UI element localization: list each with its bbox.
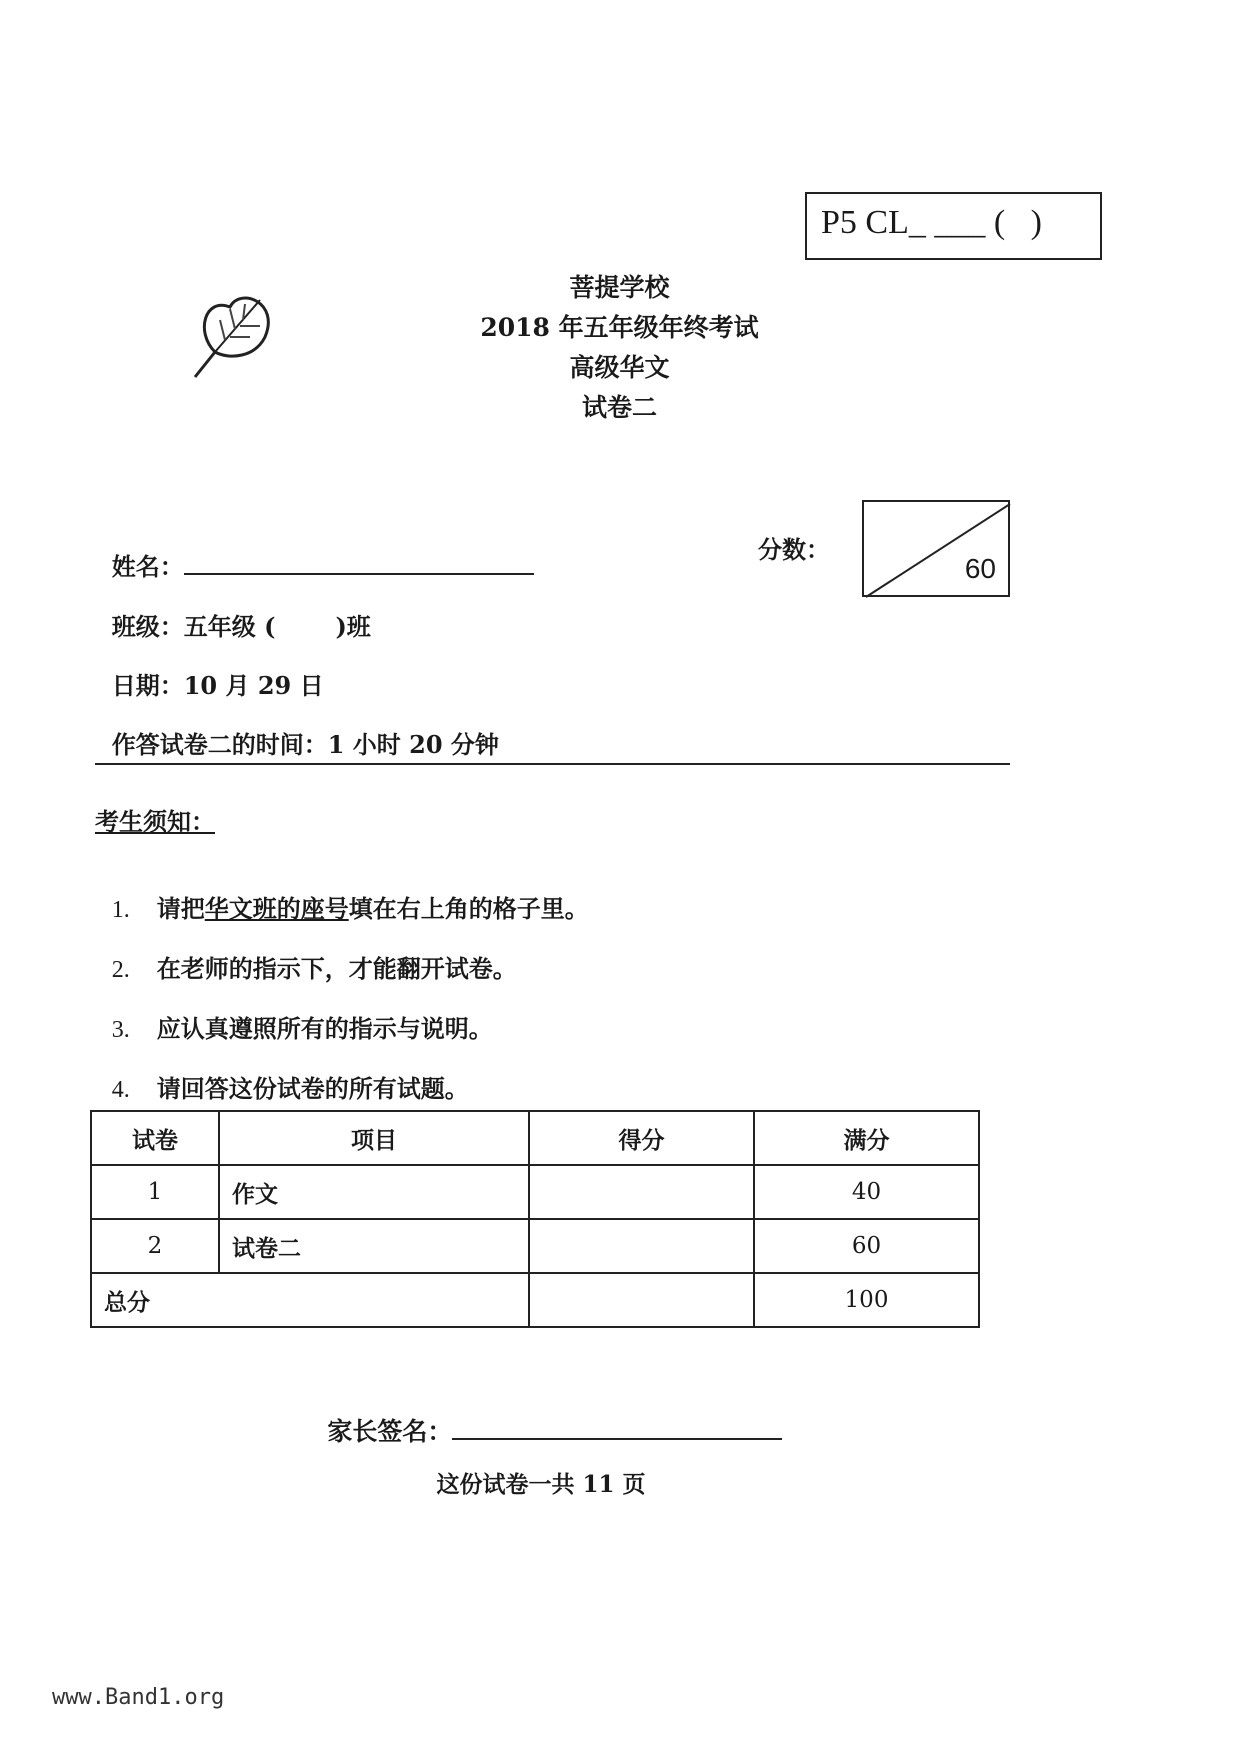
date-field: [95, 637, 324, 701]
notice-item-text: 请回答这份试卷的所有试题。: [156, 1074, 469, 1103]
class-suffix: )班: [335, 612, 371, 641]
divider: [95, 763, 1010, 765]
row-paper: 1: [91, 1165, 219, 1219]
header-full: 满分: [754, 1111, 979, 1165]
signature-blank[interactable]: [452, 1416, 782, 1440]
score-box[interactable]: [862, 500, 1010, 597]
table-row: [91, 1165, 979, 1219]
parent-signature-field[interactable]: [310, 1383, 782, 1448]
class-label: 班级：五年级 (: [111, 612, 276, 641]
notice-item: [95, 920, 517, 984]
subject-title: 高级华文: [569, 353, 670, 382]
notice-item-underlined: 华文班的座号: [204, 894, 349, 923]
notice-item-number: 1.: [111, 897, 130, 923]
date-label: 日期：: [111, 671, 184, 700]
total-full: 100: [754, 1273, 979, 1327]
total-label: 总分: [91, 1273, 529, 1327]
name-field[interactable]: [95, 518, 534, 582]
header-score: 得分: [529, 1111, 754, 1165]
notice-item-text: 在老师的指示下，才能翻开试卷。: [156, 954, 517, 983]
notice-item: [95, 980, 493, 1044]
row-paper: 2: [91, 1219, 219, 1273]
name-label: 姓名：: [111, 552, 184, 581]
class-field: [95, 578, 371, 642]
score-label: 分数：: [758, 535, 830, 564]
date-value: 10 月 29 日: [183, 671, 324, 700]
school-name: 菩提学校: [569, 273, 670, 302]
table-row: [91, 1219, 979, 1273]
header-paper: 试卷: [91, 1111, 219, 1165]
row-score[interactable]: [529, 1219, 754, 1273]
exam-title: 2018 年五年级年终考试: [480, 313, 759, 342]
row-item: 作文: [219, 1165, 529, 1219]
notice-item-text: 请把: [156, 894, 205, 923]
paper-title: 试卷二: [581, 393, 657, 422]
row-full: 60: [754, 1219, 979, 1273]
notice-title: 考生须知：: [95, 807, 215, 836]
score-max: 60: [964, 553, 996, 584]
score-table: [90, 1110, 980, 1328]
header-item: 项目: [219, 1111, 529, 1165]
notice-item-number: 4.: [111, 1077, 130, 1103]
class-number-box[interactable]: P5 CL_ ___ ( ): [805, 192, 1102, 260]
row-item: 试卷二: [219, 1219, 529, 1273]
row-score[interactable]: [529, 1165, 754, 1219]
time-field: [95, 696, 499, 760]
total-score[interactable]: [529, 1273, 754, 1327]
row-full: 40: [754, 1165, 979, 1219]
notice-item-number: 3.: [111, 1017, 130, 1043]
table-header-row: [91, 1111, 979, 1165]
time-label: 作答试卷二的时间：: [111, 730, 328, 759]
page-count: 这份试卷一共 11 页: [436, 1471, 646, 1498]
time-value: 1 小时 20 分钟: [327, 730, 499, 759]
table-total-row: [91, 1273, 979, 1327]
watermark: www.Band1.org: [52, 1685, 225, 1710]
notice-item: [95, 860, 589, 924]
signature-label: 家长签名：: [327, 1417, 453, 1446]
notice-item-text: 填在右上角的格子里。: [348, 894, 589, 923]
notice-item-text: 应认真遵照所有的指示与说明。: [156, 1014, 493, 1043]
notice-item: [95, 1040, 469, 1104]
name-blank[interactable]: [184, 551, 534, 575]
notice-item-number: 2.: [111, 957, 130, 983]
